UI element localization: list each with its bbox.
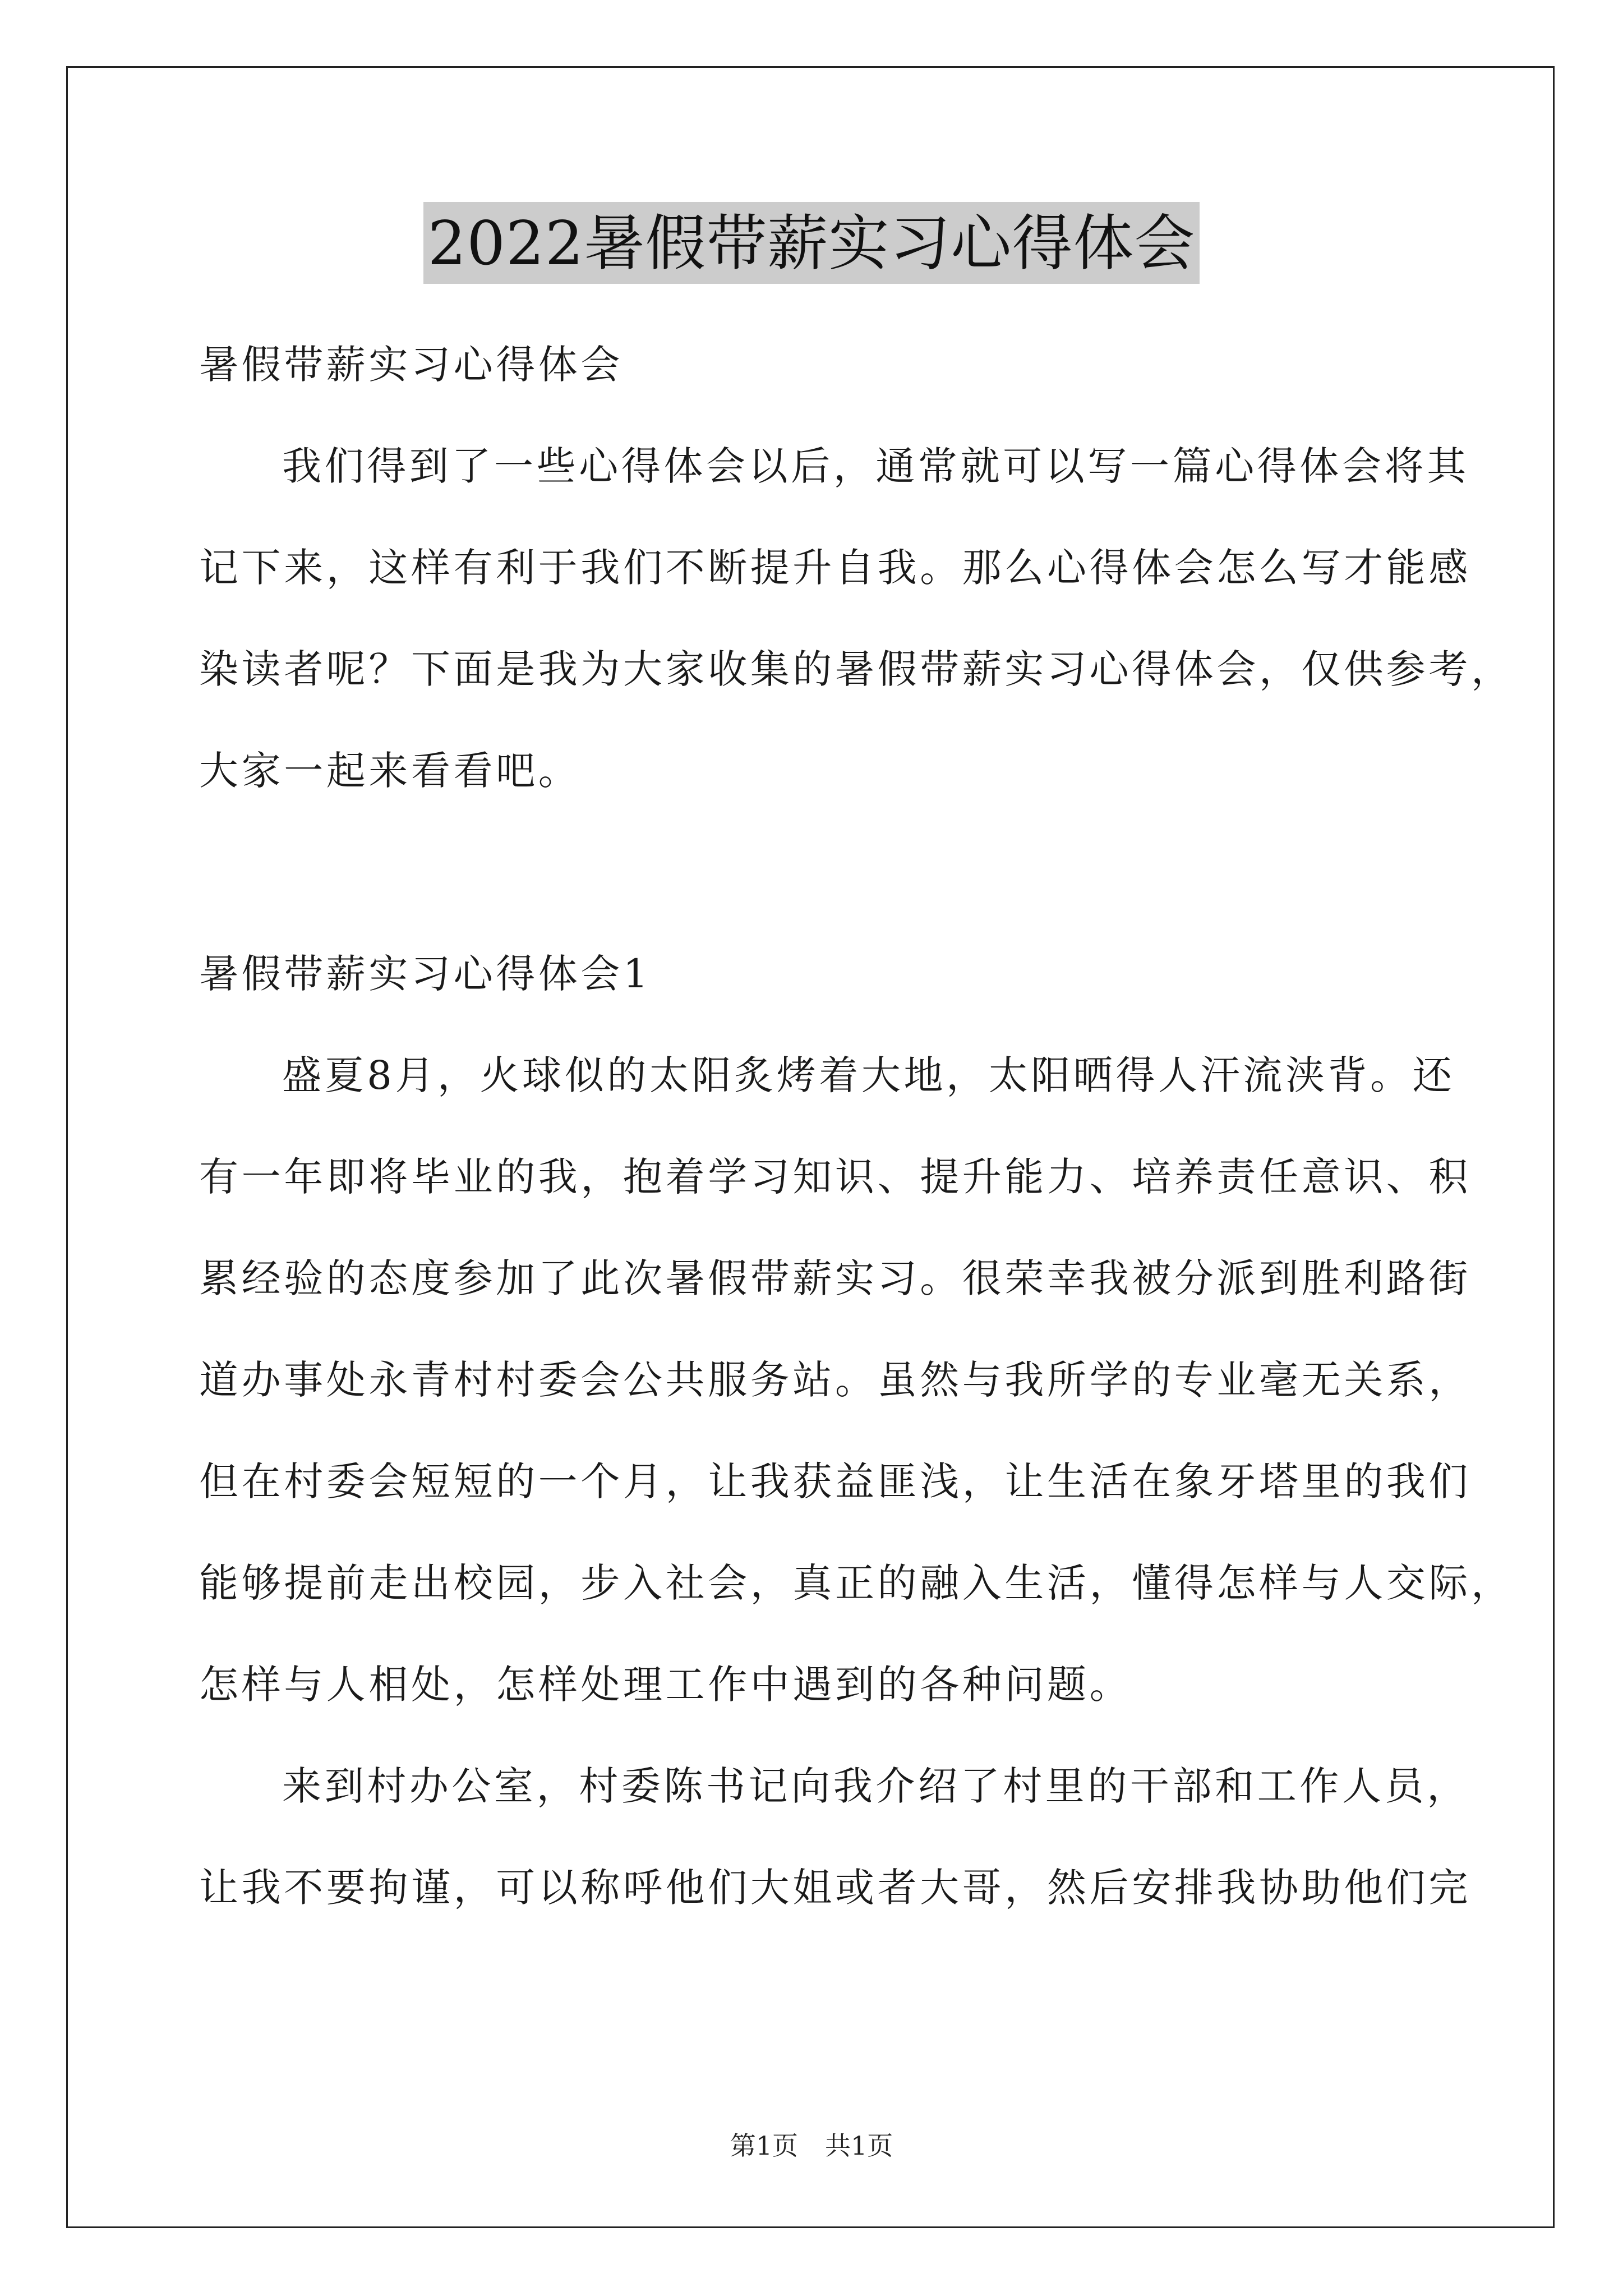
text-line: 大家一起来看看吧。: [199, 748, 581, 794]
page-footer: [0, 2129, 1623, 2162]
text-line: 有一年即将毕业的我，抱着学习知识、提升能力、培养责任意识、积: [199, 1154, 1471, 1200]
document-body: [199, 314, 1514, 1939]
text-line: 怎样与人相处，怎样处理工作中遇到的各种问题。: [199, 1662, 1132, 1708]
text-line: 染读者呢？下面是我为大家收集的暑假带薪实习心得体会，仅供参考，: [199, 646, 1514, 692]
page-total: 共1页: [825, 2131, 893, 2161]
text-line: 累经验的态度参加了此次暑假带薪实习。很荣幸我被分派到胜利路街: [199, 1255, 1471, 1301]
document-title: 2022暑假带薪实习心得体会: [423, 202, 1200, 284]
text-line: 暑假带薪实习心得体会1: [199, 951, 652, 997]
paragraph-first-line: 我们得到了一些心得体会以后，通常就可以写一篇心得体会将其: [282, 443, 1469, 489]
text-line: 让我不要拘谨，可以称呼他们大姐或者大哥，然后安排我协助他们完: [199, 1865, 1471, 1911]
paragraph-first-line: 盛夏8月，火球似的太阳炙烤着大地，太阳晒得人汗流浃背。还: [282, 1052, 1455, 1098]
text-line: 记下来，这样有利于我们不断提升自我。那么心得体会怎么写才能感: [199, 545, 1471, 591]
blank-line: [199, 822, 1475, 923]
text-line: 但在村委会短短的一个月，让我获益匪浅，让生活在象牙塔里的我们: [199, 1458, 1471, 1504]
page-number: 第1页: [730, 2131, 798, 2161]
title-area: [0, 202, 1623, 284]
paragraph-first-line: 来到村办公室，村委陈书记向我介绍了村里的干部和工作人员，: [282, 1763, 1469, 1809]
text-line: 能够提前走出校园，步入社会，真正的融入生活，懂得怎样与人交际，: [199, 1560, 1514, 1606]
text-line: 暑假带薪实习心得体会: [199, 342, 623, 388]
text-line: 道办事处永青村村委会公共服务站。虽然与我所学的专业毫无关系，: [199, 1357, 1471, 1403]
